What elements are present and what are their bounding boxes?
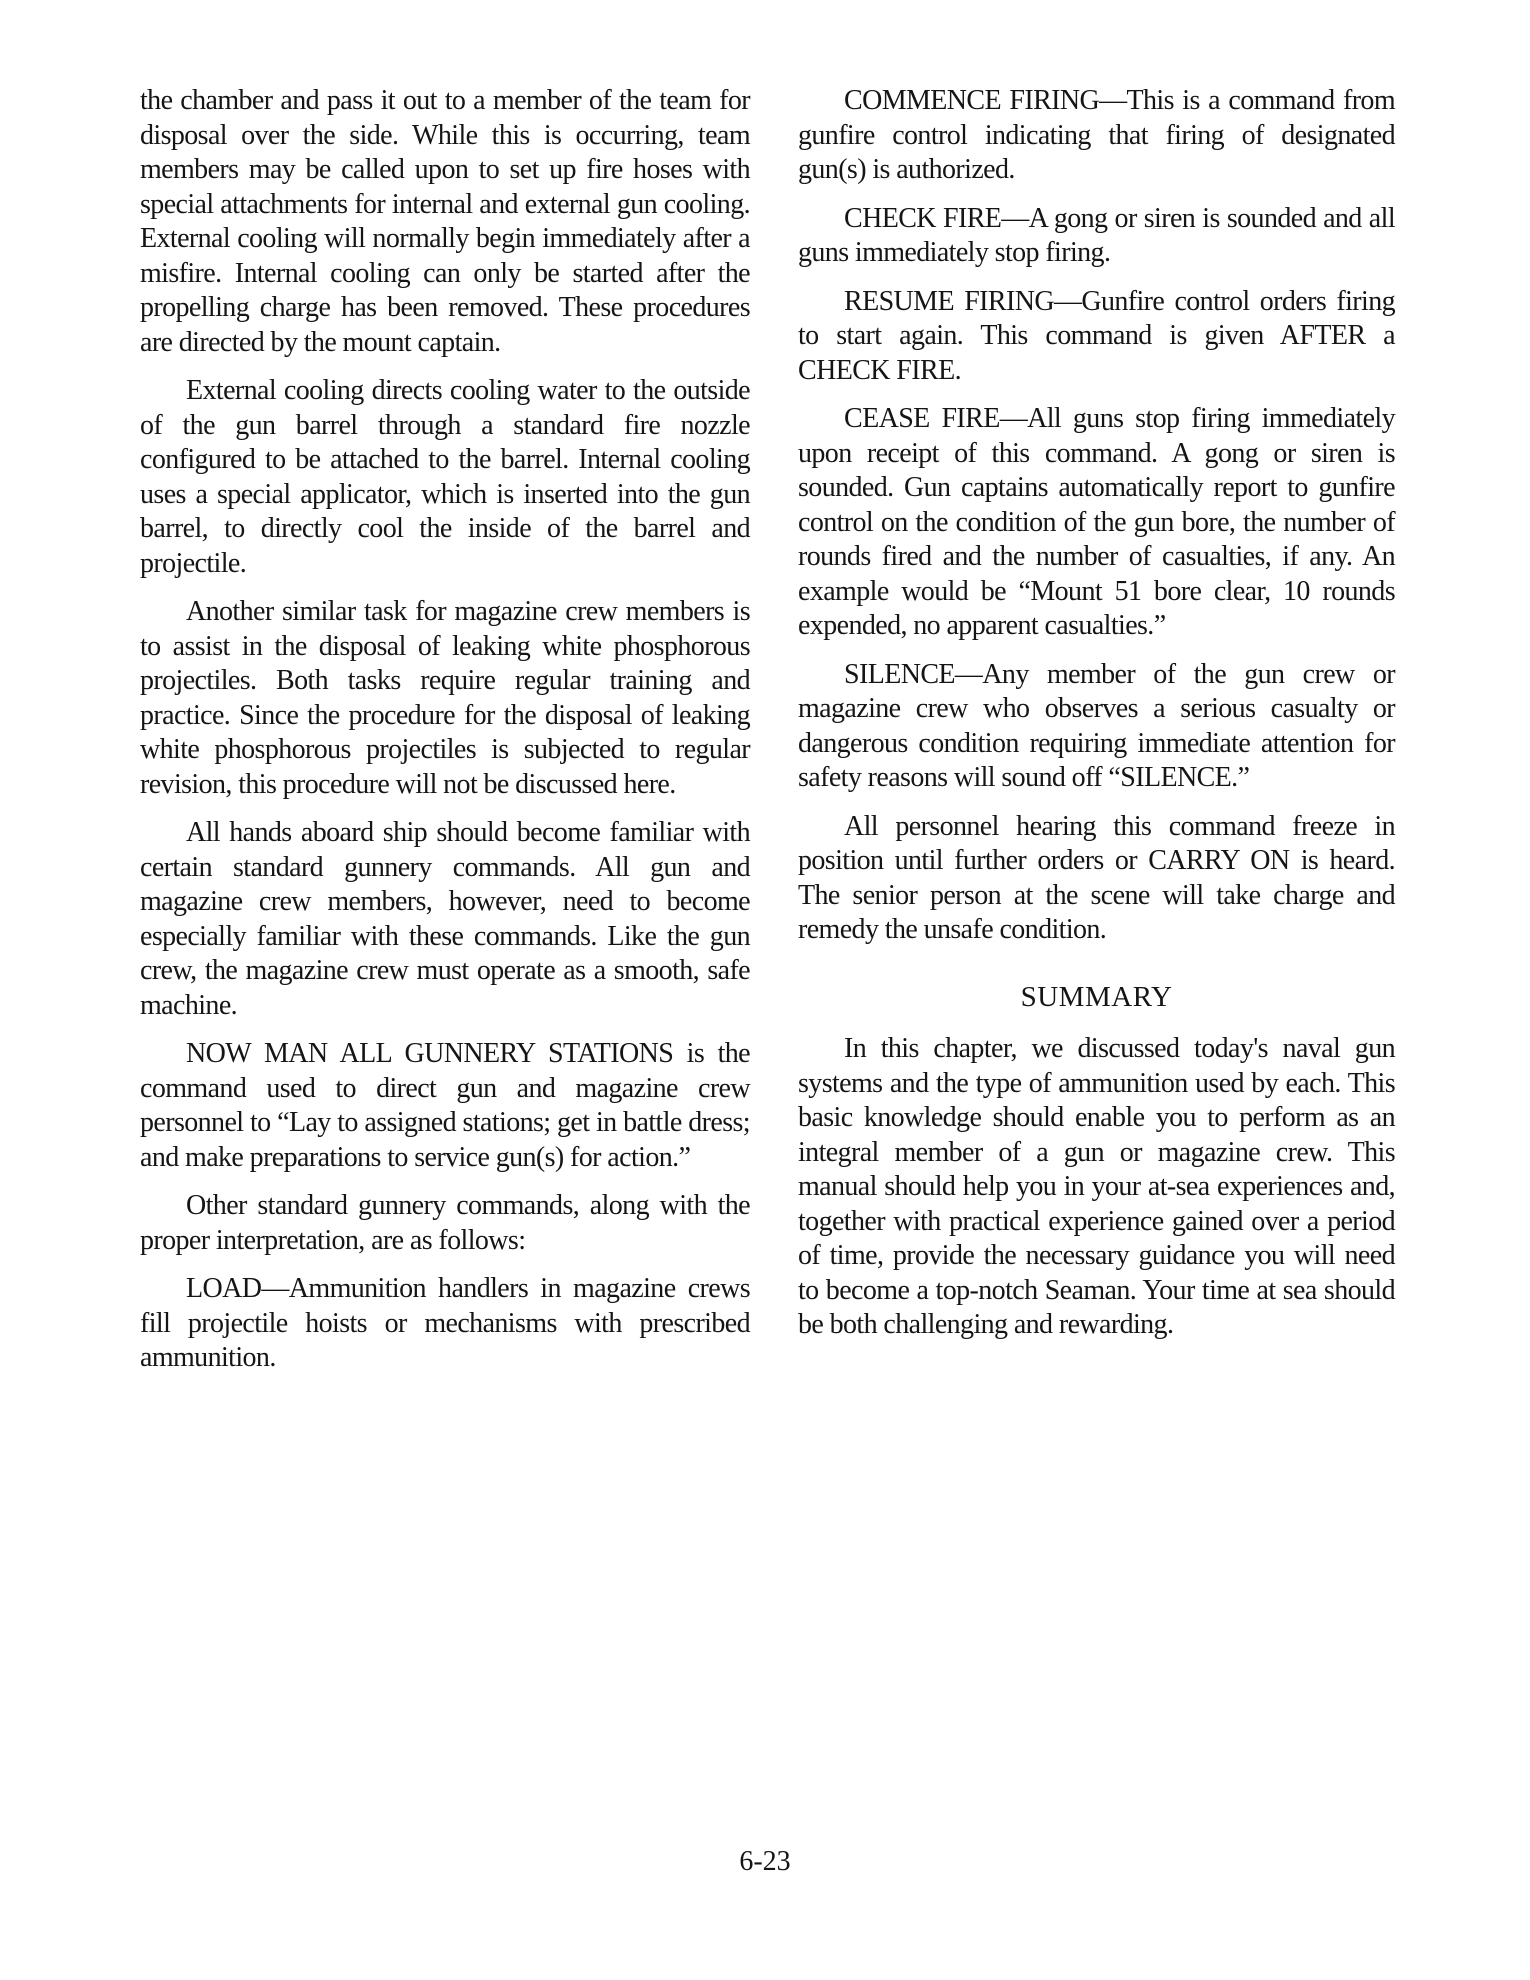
paragraph-external-cooling: External cooling directs cooling water to the outside of the gun barrel through a standard fire nozzle configured to be attached to the barrel. Internal cooling uses a special applicator, which is inserted into the gun barrel, to directly cool the inside of the barrel and projectile.: [140, 375, 750, 579]
paragraph-resume-firing: RESUME FIRING—Gunfire control orders firing to start again. This command is given AFTER a CHECK FIRE.: [798, 285, 1395, 386]
summary-heading: SUMMARY: [1020, 980, 1173, 1013]
paragraph-load-command: LOAD—Ammunition handlers in magazine crews fill projectile hoists or mechanisms with prescribed ammunition.: [140, 1273, 750, 1373]
paragraph-check-fire: CHECK FIRE—A gong or siren is sounded and all guns immediately stop firing.: [798, 202, 1395, 268]
paragraph-carry-on: All personnel hearing this command freeze in position until further orders or CARRY ON is heard. The senior person at the scene will take charge and remedy the unsafe condition.: [798, 810, 1395, 945]
paragraph-cease-fire: CEASE FIRE—All guns stop firing immediately upon receipt of this command. A gong or siren is sounded. Gun captains automatically report to gunfire control on the condition of the gun bore, the number of rounds fired and the number of casualties, if any. An example would be “Mount 51 bore clear, 10 rounds expended, no apparent casualties.”: [798, 403, 1395, 641]
paragraph-summary: In this chapter, we discussed today's naval gun systems and the type of ammunition used by each. This basic knowledge should enable you to perform as an integral member of a gun or magazine crew. This manual should help you in your at-sea experiences and, together with practical experience gained over a period of time, provide the necessary guidance you will need to become a top-notch Seaman. Your time at sea should be both challenging and rewarding.: [798, 1033, 1395, 1340]
paragraph-silence: SILENCE—Any member of the gun crew or magazine crew who observes a serious casualty or dangerous condition requiring immediate attention for safety reasons will sound off “SILENCE.”: [798, 658, 1395, 793]
paragraph-white-phosphorous-disposal: Another similar task for magazine crew members is to assist in the disposal of leaking white phosphorous projectiles. Both tasks require regular training and practice. Since the procedure for the disposal of leaking white phosphorous projectiles is subjected to regular revision, this procedure will not be discussed here.: [140, 596, 750, 800]
paragraph-other-commands-intro: Other standard gunnery commands, along with the proper interpretation, are as follows:: [140, 1190, 750, 1256]
paragraph-gunnery-commands-familiarity: All hands aboard ship should become familiar with certain standard gunnery commands. All gun and magazine crew members, however, need to become especially familiar with these commands. Like the gun crew, the magazine crew must operate as a smooth, safe machine.: [140, 817, 750, 1021]
paragraph-now-man-all-gunnery-stations: NOW MAN ALL GUNNERY STATIONS is the command used to direct gun and magazine crew personnel to “Lay to assigned stations; get in battle dress; and make preparations to service gun(s) for action.”: [140, 1038, 750, 1173]
paragraph-commence-firing: COMMENCE FIRING—This is a command from gunfire control indicating that firing of designated gun(s) is authorized.: [798, 85, 1395, 185]
paragraph-misfire-disposal-continuation: the chamber and pass it out to a member of the team for disposal over the side. While this is occurring, team members may be called upon to set up fire hoses with special attachments for internal and external gun cooling. External cooling will normally begin immediately after a misfire. Internal cooling can only be started after the propelling charge has been removed. These procedures are directed by the mount captain.: [140, 85, 750, 358]
page-number: 6-23: [739, 1846, 791, 1877]
left-column: [140, 84, 750, 1390]
right-column: [798, 84, 1395, 1357]
